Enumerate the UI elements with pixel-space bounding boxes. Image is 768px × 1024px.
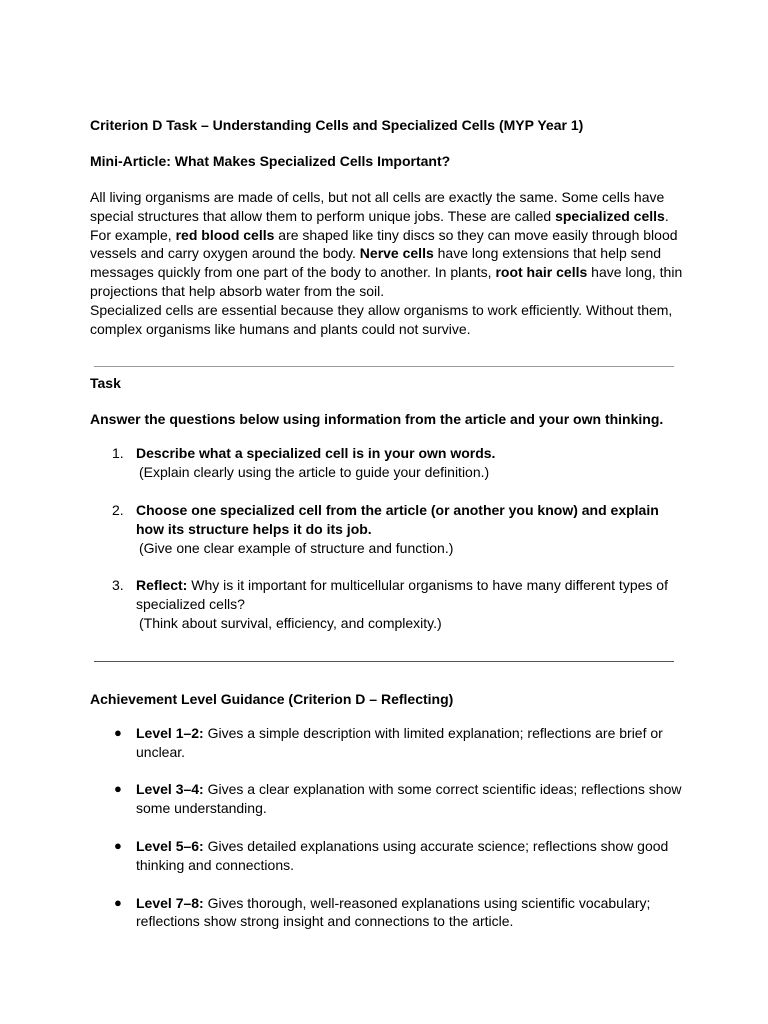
level-item: [90, 894, 690, 932]
level-item: [90, 780, 690, 818]
question-number: 3.: [112, 577, 124, 594]
question-prompt: Choose one specialized cell from the article (or another you know) and explain how its structure helps it do its job.: [136, 501, 659, 537]
level-label: Level 5–6:: [136, 837, 204, 854]
level-list: [90, 724, 690, 931]
question-prompt: Describe what a specialized cell is in your own words.: [136, 445, 496, 462]
bullet-icon: ●: [114, 894, 122, 910]
level-item: [90, 724, 690, 762]
level-description: Gives detailed explanations using accurate science; reflections show good thinking and connections.: [136, 837, 669, 873]
article-text: For example,: [90, 226, 176, 243]
level-description: Gives a clear explanation with some correct scientific ideas; reflections show some understanding.: [136, 781, 682, 817]
bullet-icon: ●: [114, 781, 122, 797]
article-heading: Mini-Article: What Makes Specialized Cells Important?: [90, 153, 451, 169]
question-hint: (Give one clear example of structure and function.): [139, 539, 454, 556]
article-text: have long, thin projections that help absorb water from the soil.: [90, 264, 683, 299]
article-text: are shaped like tiny discs so they can move easily through blood vessels and carry oxygen around the body.: [90, 226, 678, 262]
section-divider: [94, 366, 674, 367]
article-keyword: red blood cells: [175, 226, 275, 243]
question-item: [90, 444, 690, 482]
question-text: Why is it important for multicellular organisms to have many different types of specialized cells?: [136, 577, 668, 613]
document-title: Criterion D Task – Understanding Cells and Specialized Cells (MYP Year 1): [90, 117, 584, 133]
article-body: [90, 188, 690, 338]
question-prompt: Reflect:: [136, 577, 188, 594]
question-hint: (Explain clearly using the article to guide your definition.): [139, 464, 490, 481]
article-text: All living organisms are made of cells, but not all cells are exactly the same. Some cells have special structures that allow them to perform unique jobs. These are called: [90, 189, 665, 224]
question-list: [90, 444, 690, 632]
article-keyword: root hair cells: [495, 264, 588, 281]
question-number: 1.: [112, 445, 124, 462]
bullet-icon: ●: [114, 724, 122, 740]
question-item: [90, 501, 690, 557]
level-label: Level 3–4:: [136, 781, 204, 798]
document-page: [90, 116, 690, 950]
question-number: 2.: [112, 501, 124, 518]
article-text: .: [664, 207, 669, 224]
question-item: [90, 576, 690, 632]
article-keyword: specialized cells: [555, 207, 665, 224]
level-description: Gives a simple description with limited explanation; reflections are brief or unclear.: [136, 724, 663, 760]
article-text: Specialized cells are essential because they allow organisms to work efficiently. Without them, complex organisms like humans and plants could not survive.: [90, 301, 673, 337]
level-item: [90, 837, 690, 875]
article-text: have long extensions that help send messages quickly from one part of the body to another. In plants,: [90, 245, 662, 281]
guidance-title: Achievement Level Guidance (Criterion D – Reflecting): [90, 690, 454, 707]
section-divider: [94, 661, 674, 662]
bullet-icon: ●: [114, 837, 122, 853]
level-description: Gives thorough, well-reasoned explanations using scientific vocabulary; reflections show strong insight and connections to the article.: [136, 894, 651, 930]
article-keyword: Nerve cells: [359, 245, 434, 262]
level-label: Level 1–2:: [136, 724, 204, 741]
task-label: Task: [90, 375, 121, 392]
level-label: Level 7–8:: [136, 894, 204, 911]
task-instructions: Answer the questions below using information from the article and your own thinking.: [90, 411, 664, 428]
question-hint: (Think about survival, efficiency, and complexity.): [139, 614, 442, 631]
